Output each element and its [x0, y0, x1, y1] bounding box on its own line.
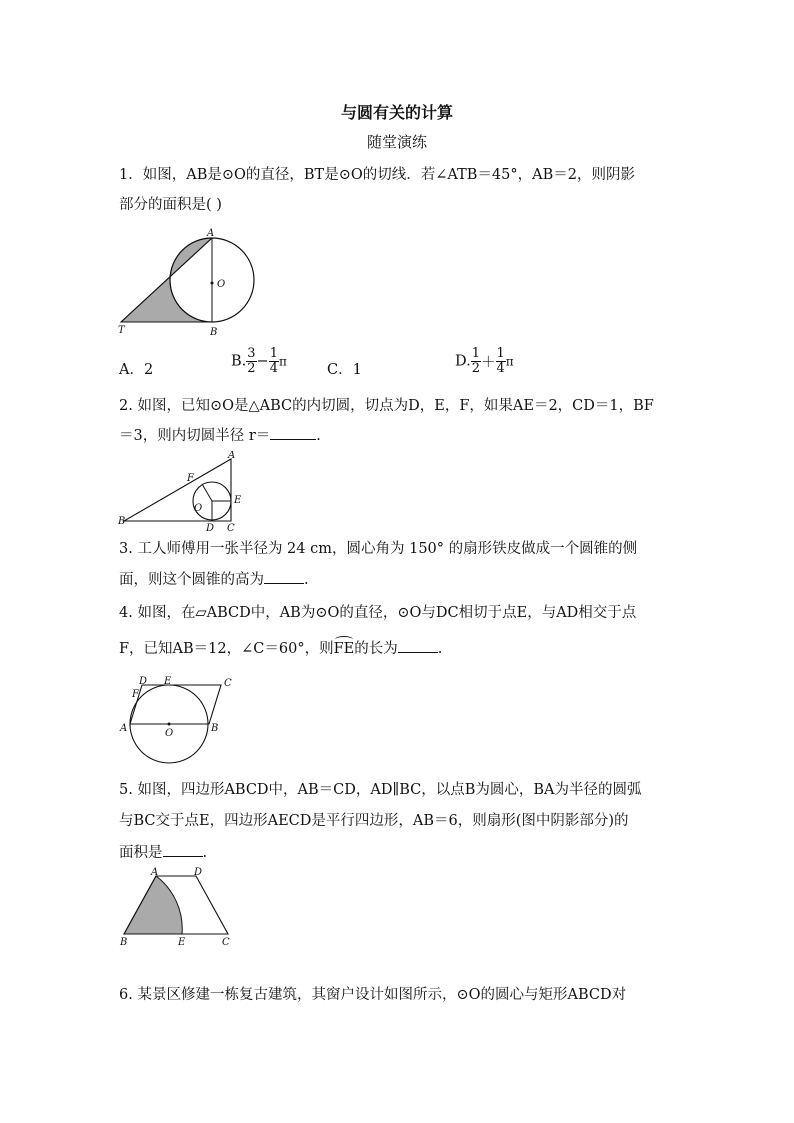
q3-answer-blank [264, 569, 304, 584]
q1-label-o: O [217, 279, 226, 290]
q5-text-before: 面积是 [119, 845, 163, 861]
q4-figure [118, 673, 242, 773]
q4-label-o: O [165, 728, 174, 739]
q1-option-b-frac1 [246, 347, 256, 376]
q4-label-e: E [164, 676, 172, 687]
q5-text-line2: 与BC交于点E，四边形AECD是平行四边形，AB＝6，则扇形(图中阴影部分)的 [119, 813, 629, 829]
q3-text-before: 面，则这个圆锥的高为 [119, 572, 264, 588]
q1-option-d-num2: 1 [496, 346, 505, 361]
q1-label-b: B [210, 327, 218, 338]
q1-option-d-label: D. [455, 353, 471, 370]
q1-option-b-num1: 3 [247, 346, 256, 361]
q1-option-c-label: C． [327, 362, 353, 378]
q1-center-point [211, 282, 214, 285]
q1-option-d-frac2 [496, 347, 506, 376]
q5-label-c: C [222, 937, 230, 948]
q1-option-d [455, 347, 514, 376]
q2-figure [116, 451, 251, 533]
q4-label-b: B [211, 723, 219, 734]
q3-text-after: . [304, 572, 309, 588]
q2-text-line1: 2. 如图，已知⊙O是△ABC的内切圆，切点为D，E，F，如果AE＝2，CD＝1，BF [119, 398, 654, 414]
q3-text-line2 [119, 569, 679, 590]
q1-text-line2: 部分的面积是( ) [119, 197, 222, 213]
q5-sector-shaded [124, 876, 182, 934]
q2-label-e: E [234, 495, 242, 506]
q4-label-d: D [139, 676, 148, 687]
q1-label-a: A [207, 228, 215, 239]
q2-label-a: A [228, 451, 236, 461]
q1-option-d-frac1 [471, 347, 481, 376]
q1-option-a [119, 358, 153, 379]
q6-text-line1: 6. 某景区修建一栋复古建筑，其窗户设计如图所示，⊙O的圆心与矩形ABCD对 [119, 987, 627, 1003]
q5-answer-blank [163, 842, 203, 857]
page-subtitle: 随堂演练 [366, 133, 427, 151]
q1-option-b-frac2 [269, 347, 279, 376]
q4-label-c: C [224, 678, 232, 689]
q1-figure [115, 226, 265, 342]
q5-label-d: D [194, 867, 203, 878]
q1-option-d-den2: 4 [496, 361, 505, 376]
q5-label-b: B [120, 937, 128, 948]
q5-text-line1: 5. 如图，四边形ABCD中，AB＝CD，AD∥BC，以点B为圆心，BA为半径的圆弧 [119, 782, 642, 798]
q4-center-point [168, 723, 171, 726]
q2-answer-blank [270, 425, 316, 440]
page-title: 与圆有关的计算 [340, 103, 453, 122]
q5-text-after: . [202, 845, 208, 861]
q1-label-t: T [118, 325, 125, 336]
q1-option-b-label: B. [231, 353, 247, 370]
q1-option-b-pi: π [278, 354, 287, 369]
q1-text-line1: 1．如图，AB是⊙O的直径，BT是⊙O的切线．若∠ATB＝45°，AB＝2，则阴影 [119, 167, 635, 183]
q2-radius-of [202, 484, 212, 501]
q4-answer-blank [398, 638, 438, 653]
q1-option-d-num1: 1 [471, 346, 480, 361]
q5-label-e: E [178, 937, 186, 948]
q4-text-mid: 的长为 [354, 641, 398, 657]
q1-option-c [327, 358, 362, 379]
q1-option-b-den2: 4 [269, 361, 278, 376]
q2-text-line2 [119, 425, 679, 446]
q1-option-c-value: 1 [352, 362, 362, 378]
q1-option-b [231, 347, 287, 376]
q5-figure [116, 866, 240, 950]
q4-text-before: F，已知AB＝12，∠C＝60°，则 [119, 641, 334, 657]
q1-option-b-op: − [256, 353, 269, 370]
q4-label-f: F [132, 689, 139, 700]
q2-text-after: . [316, 428, 321, 444]
q1-option-a-label: A． [119, 362, 144, 378]
q4-text-line1: 4. 如图，在▱ABCD中，AB为⊙O的直径，⊙O与DC相切于点E，与AD相交于点 [119, 605, 637, 621]
q2-text-before: ＝3，则内切圆半径 r＝ [119, 428, 271, 444]
q2-label-o: O [194, 503, 203, 514]
q1-option-b-num2: 1 [269, 346, 278, 361]
q5-label-a: A [151, 867, 159, 878]
q4-text-line2 [119, 638, 679, 659]
q5-text-line3 [119, 842, 679, 863]
q4-arc-fe: FE [333, 641, 355, 657]
q1-option-d-pi: π [505, 354, 514, 369]
q2-label-d: D [206, 523, 215, 533]
q4-text-after: . [437, 641, 443, 657]
q2-label-c: C [227, 523, 235, 533]
q4-label-a: A [120, 723, 128, 734]
q1-option-d-op: ＋ [481, 355, 496, 371]
q2-triangle-abc [124, 459, 231, 521]
q1-option-d-den1: 2 [471, 361, 480, 376]
q1-option-b-den1: 2 [247, 361, 256, 376]
q2-label-b: B [118, 516, 126, 527]
q1-option-a-value: 2 [143, 362, 154, 378]
q2-label-f: F [187, 473, 194, 484]
q3-text-line1: 3. 工人师傅用一张半径为 24 cm，圆心角为 150° 的扇形铁皮做成一个圆锥的侧 [119, 541, 638, 557]
